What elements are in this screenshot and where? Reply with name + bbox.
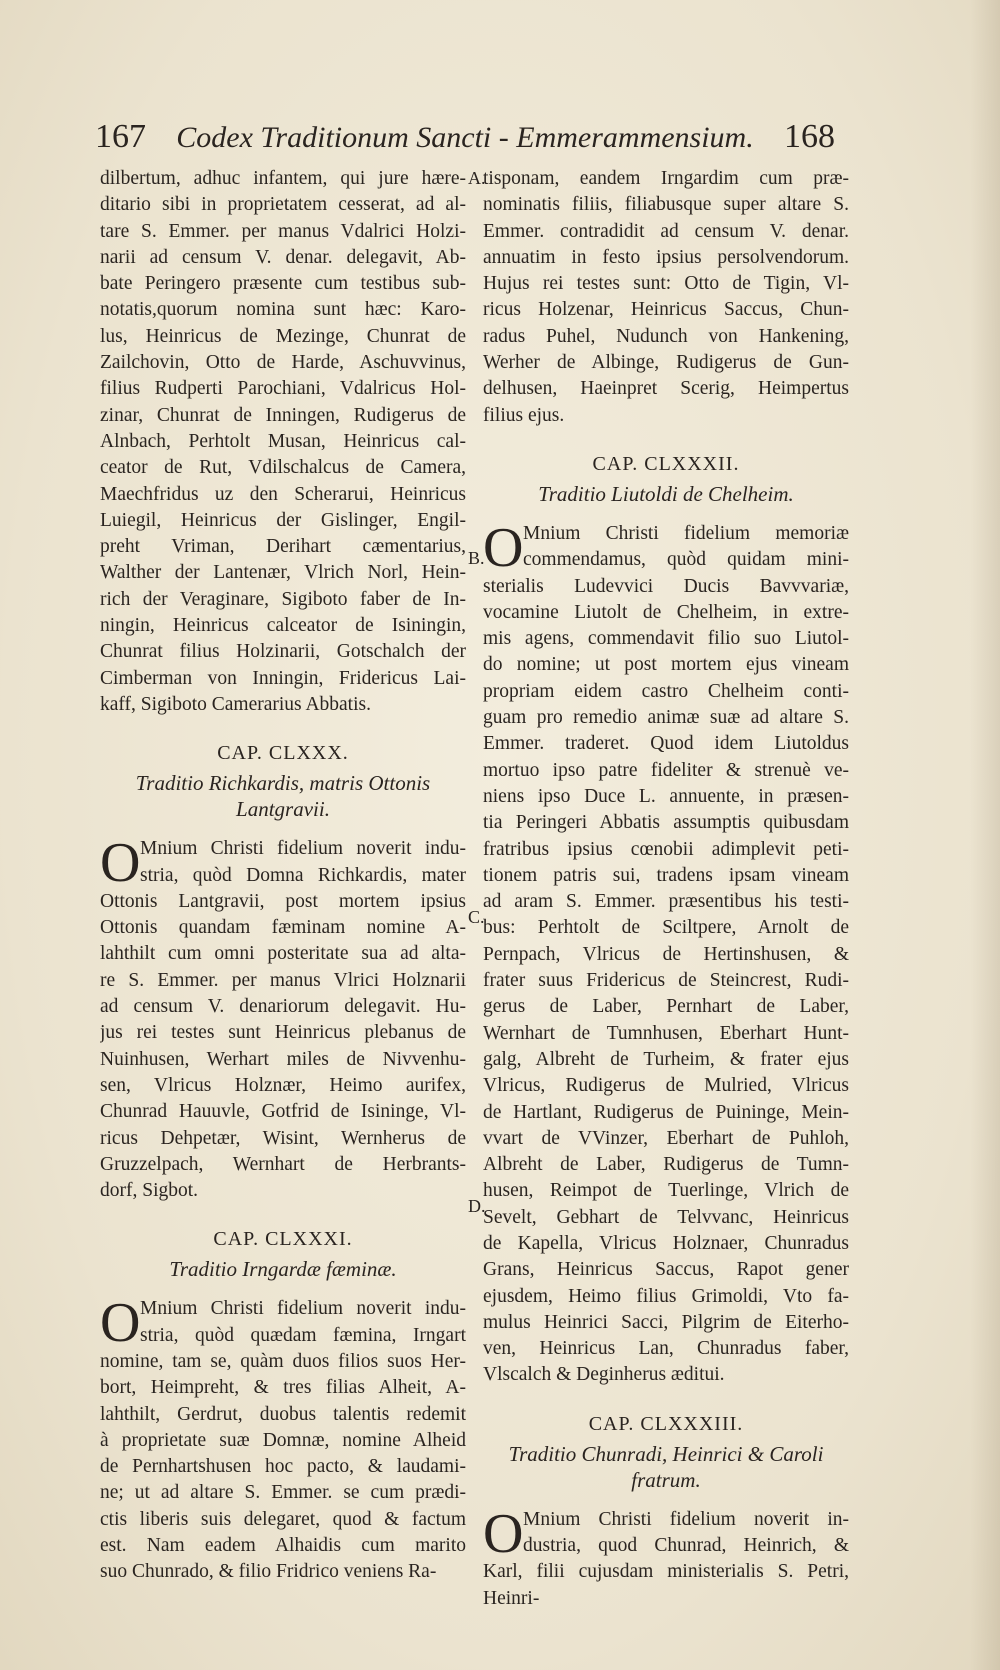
- text-line: kaff, Sigiboto Camerarius Abbatis.: [100, 693, 371, 715]
- chapter-title-line: Lantgravii.: [236, 797, 330, 822]
- text-line: tia Peringeri Abbatis assumptis quibusdam: [483, 812, 849, 834]
- text-line: bate Peringero præsente cum testibus sub-: [100, 273, 466, 295]
- text-line: dustria, quod Chunrad, Heinrich, &: [523, 1535, 849, 1557]
- text-line: commendamus, quòd quidam mini-: [523, 549, 849, 571]
- text-line: de Kapella, Vlricus Holznaer, Chunradus: [483, 1232, 849, 1254]
- text-line: bus: Perhtolt de Sciltpere, Arnolt de: [483, 917, 849, 939]
- margin-marker-d: D.: [468, 1196, 486, 1216]
- text-line: Grans, Heinricus Saccus, Rapot gener: [483, 1259, 849, 1281]
- chapter-heading: CAP. CLXXXII.: [592, 452, 740, 475]
- running-title: Codex Traditionum Sancti - Emmerammensium.: [176, 121, 754, 154]
- text-line: Mnium Christi fidelium noverit in-: [523, 1508, 849, 1530]
- text-line: fratribus ipsius cœnobii adimplevit peti-: [483, 838, 849, 860]
- drop-capital: O: [100, 832, 141, 895]
- text-line: Ottonis Lantgravii, post mortem ipsius: [100, 890, 466, 912]
- text-line: ad aram S. Emmer. præsentibus his testi-: [483, 891, 849, 913]
- text-line: sterialis Ludevvici Ducis Bavvvariæ,: [483, 575, 849, 597]
- text-line: ceator de Rut, Vdilschalcus de Camera,: [100, 457, 466, 479]
- text-line: vvart de VVinzer, Eberhart de Puhloh,: [483, 1127, 849, 1149]
- text-line: dorf, Sigbot.: [100, 1180, 199, 1202]
- text-line: suo Chunrado, & filio Fridrico veniens Ra-: [100, 1561, 437, 1583]
- text-line: à proprietate suæ Domnæ, nomine Alheid: [100, 1429, 466, 1451]
- text-line: Karl, filii cujusdam ministerialis S. Petri,: [483, 1561, 849, 1583]
- text-line: Mnium Christi fidelium memoriæ: [523, 522, 849, 544]
- text-line: Emmer. traderet. Quod idem Liutoldus: [483, 733, 849, 755]
- margin-marker-b: B.: [468, 548, 485, 568]
- text-line: dilbertum, adhuc infantem, qui jure hære-: [100, 168, 466, 189]
- chapter-heading: CAP. CLXXXI.: [213, 1228, 353, 1251]
- text-line: Pernpach, Vlricus de Hertinshusen, &: [483, 943, 849, 965]
- text-line: ctis liberis suis delegaret, quod & factum: [100, 1508, 466, 1530]
- text-line: ditario sibi in proprietatem cesserat, ad al-: [100, 194, 466, 216]
- text-line: filius Rudperti Parochiani, Vdalricus Hol-: [100, 378, 466, 400]
- text-line: Walther der Lantenær, Vlrich Norl, Hein-: [100, 562, 466, 584]
- text-line: nomine, tam se, quàm duos filios suos Her-: [100, 1350, 466, 1372]
- text-line: Werher de Albinge, Rudigerus de Gun-: [483, 352, 849, 374]
- text-line: delhusen, Haeinpret Scerig, Heimpertus: [483, 378, 849, 400]
- text-line: stria, quòd quædam fæmina, Irngart: [140, 1324, 466, 1346]
- text-line: preht Vriman, Derihart cæmentarius,: [100, 536, 466, 558]
- page-header: [95, 118, 835, 166]
- chapter-title: [100, 1256, 466, 1282]
- text-line: Heinri-: [483, 1587, 540, 1609]
- text-line: frater suus Fridericus de Steincrest, Rudi-: [483, 970, 849, 992]
- text-line: zinar, Chunrat de Inningen, Rudigerus de: [100, 404, 466, 426]
- text-line: Mnium Christi fidelium noverit indu-: [140, 1298, 466, 1320]
- text-line: annuatim in festo ipsius persolvendorum.: [483, 246, 849, 268]
- chapter-title-line: Traditio Liutoldi de Chelheim.: [538, 481, 794, 506]
- text-line: lahthilt cum omni posteritate sua ad alta-: [100, 943, 466, 965]
- text-line: radus Puhel, Nudunch von Hankening,: [483, 325, 849, 347]
- chapter-title-line: Traditio Chunradi, Heinrici & Caroli: [508, 1441, 824, 1466]
- chapter-paragraph: [483, 1502, 849, 1612]
- text-line: Vlscalch & Deginherus æditui.: [483, 1364, 725, 1386]
- text-line: niens ipso Duce L. annuente, in præsen-: [483, 785, 849, 807]
- text-line: Zailchovin, Otto de Harde, Aschuvvinus,: [100, 352, 466, 374]
- text-line: husen, Reimpot de Tuerlinge, Vlrich de: [483, 1180, 849, 1202]
- left-folio: 167: [95, 118, 146, 155]
- text-line: gerus de Laber, Pernhart de Laber,: [483, 996, 849, 1018]
- chapter-paragraph: [483, 516, 849, 1389]
- text-line: Hujus rei testes sunt: Otto de Tigin, Vl-: [483, 273, 849, 295]
- text-line: Cimberman von Inningin, Fridericus Lai-: [100, 667, 466, 689]
- text-line: Wernhart de Tumnhusen, Eberhart Hunt-: [483, 1022, 849, 1044]
- text-line: de Hartlant, Rudigerus de Puininge, Mein-: [483, 1101, 849, 1123]
- left-column: [100, 166, 466, 1586]
- text-line: Mnium Christi fidelium noverit indu-: [140, 838, 466, 860]
- text-line: jus rei testes sunt Heinricus plebanus de: [100, 1022, 466, 1044]
- text-line: filius ejus.: [483, 404, 565, 426]
- text-line: ven, Heinricus Lan, Chunradus faber,: [483, 1338, 849, 1360]
- text-line: mis agens, commendavit filio suo Liutol-: [483, 628, 849, 650]
- text-line: Ottonis quandam fæminam nomine A-: [100, 917, 466, 939]
- right-column: [483, 166, 849, 1612]
- text-line: ejusdem, Heimo filius Grimoldi, Vto fa-: [483, 1285, 849, 1307]
- margin-marker-c: C.: [468, 907, 485, 927]
- text-line: ne; ut ad altare S. Emmer. se cum prædi-: [100, 1482, 466, 1504]
- text-line: mortuo ipso patre fideliter & strenuè ve-: [483, 759, 849, 781]
- text-line: lahthilt, Gerdrut, duobus talentis redemit: [100, 1403, 466, 1425]
- chapter-title: [483, 1441, 849, 1493]
- text-line: guam pro remedio animæ suæ ad altare S.: [483, 707, 849, 729]
- text-line: Alnbach, Perhtolt Musan, Heinricus cal-: [100, 430, 466, 452]
- text-line: est. Nam eadem Alhaidis cum marito: [100, 1535, 466, 1557]
- text-line: bort, Heimpreht, & tres filias Alheit, A-: [100, 1377, 466, 1399]
- text-line: Luiegil, Heinricus der Gislinger, Engil-: [100, 509, 466, 531]
- text-line: do nomine; ut post mortem ejus vineam: [483, 654, 849, 676]
- text-line: notatis,quorum nomina sunt hæc: Karo-: [100, 299, 466, 321]
- right-folio: 168: [784, 118, 835, 155]
- text-line: sen, Vlricus Holznær, Heimo aurifex,: [100, 1074, 466, 1096]
- drop-capital: O: [100, 1292, 141, 1355]
- chapter-heading: CAP. CLXXX.: [217, 742, 349, 765]
- text-line: tisponam, eandem Irngardim cum præ-: [483, 168, 849, 189]
- text-line: tare S. Emmer. per manus Vdalrici Holzi-: [100, 220, 466, 242]
- margin-marker-a: A.: [468, 168, 486, 188]
- text-line: Chunrat filius Holzinarii, Gotschalch der: [100, 641, 466, 663]
- text-line: Albreht de Laber, Rudigerus de Tumn-: [483, 1154, 849, 1176]
- text-line: stria, quòd Domna Richkardis, mater: [140, 864, 466, 886]
- chapter-title-line: Traditio Richkardis, matris Ottonis: [135, 771, 431, 796]
- chapter-paragraph: [100, 1292, 466, 1585]
- chapter-title: [483, 481, 849, 507]
- text-line: nominatis filiis, filiabusque super altare S.: [483, 194, 849, 216]
- text-line: Chunrad Hauuvle, Gotfrid de Isininge, Vl-: [100, 1101, 466, 1123]
- text-line: ningin, Heinricus calceator de Isiningin,: [100, 615, 466, 637]
- chapter-paragraph: [100, 832, 466, 1204]
- text-line: ricus Holzenar, Heinricus Saccus, Chun-: [483, 299, 849, 321]
- text-line: mulus Heinrici Sacci, Pilgrim de Eiterho-: [483, 1311, 849, 1333]
- text-line: narii ad censum V. denar. delegavit, Ab-: [100, 246, 466, 268]
- text-line: Nuinhusen, Werhart miles de Nivvenhu-: [100, 1048, 466, 1070]
- page-edge-shadow: [970, 0, 1000, 1670]
- text-line: Emmer. contradidit ad censum V. denar.: [483, 220, 849, 242]
- text-line: Vlricus, Rudigerus de Mulried, Vlricus: [483, 1075, 849, 1097]
- drop-capital: O: [483, 1502, 524, 1565]
- text-line: propriam eidem castro Chelheim conti-: [483, 680, 849, 702]
- text-line: ricus Dehpetær, Wisint, Wernherus de: [100, 1127, 466, 1149]
- chapter-title-line: Traditio Irngardæ fæminæ.: [169, 1257, 397, 1282]
- text-line: rich der Veraginare, Sigiboto faber de In-: [100, 588, 466, 610]
- text-line: Gruzzelpach, Wernhart de Herbrants-: [100, 1153, 466, 1175]
- chapter-heading: CAP. CLXXXIII.: [588, 1412, 744, 1435]
- text-line: de Pernhartshusen hoc pacto, & laudami-: [100, 1456, 466, 1478]
- chapter-title: [100, 770, 466, 822]
- text-line: Sevelt, Gebhart de Telvvanc, Heinricus: [483, 1206, 849, 1228]
- text-line: ad censum V. denariorum delegavit. Hu-: [100, 996, 466, 1018]
- text-line: re S. Emmer. per manus Vlrici Holznarii: [100, 969, 466, 991]
- text-line: lus, Heinricus de Mezinge, Chunrat de: [100, 325, 466, 347]
- chapter-title-line: fratrum.: [631, 1467, 701, 1492]
- text-line: tionem patris sui, tradens ipsam vineam: [483, 864, 849, 886]
- drop-capital: O: [483, 516, 524, 579]
- text-line: galg, Albreht de Turheim, & frater ejus: [483, 1048, 849, 1070]
- text-line: vocamine Liutolt de Chelheim, in extre-: [483, 601, 849, 623]
- text-line: Maechfridus uz den Scherarui, Heinricus: [100, 483, 466, 505]
